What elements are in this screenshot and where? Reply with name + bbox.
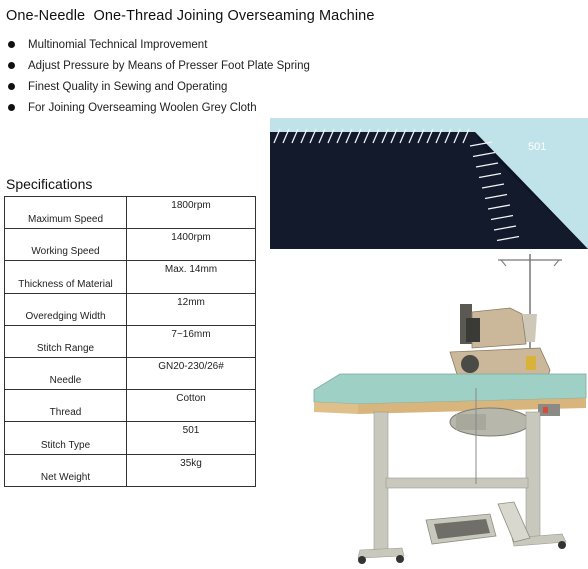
spec-label: Maximum Speed (5, 197, 127, 229)
sewing-machine-image (300, 252, 588, 569)
spec-value: 501 (127, 422, 256, 454)
specifications-heading: Specifications (6, 176, 93, 192)
table-row (5, 293, 256, 325)
spec-value: GN20-230/26# (127, 357, 256, 389)
feature-text: Multinomial Technical Improvement (28, 38, 208, 51)
switch-box (538, 404, 560, 416)
spec-value: Cotton (127, 390, 256, 422)
table-row (5, 390, 256, 422)
table-row (5, 422, 256, 454)
specifications-table (4, 196, 256, 487)
stand-leg-right (526, 412, 540, 540)
bullet-icon (8, 62, 15, 69)
table-row (5, 454, 256, 486)
stitch-type-label: 501 (528, 141, 547, 153)
spec-value: 1400rpm (127, 229, 256, 261)
spec-value: 12mm (127, 293, 256, 325)
spec-label: Overedging Width (5, 293, 127, 325)
feature-text: For Joining Overseaming Woolen Grey Cloth (28, 101, 257, 114)
stand-crossbar (386, 478, 528, 488)
spec-label: Working Speed (5, 229, 127, 261)
stitch-sample-image (270, 118, 588, 249)
spec-label: Stitch Range (5, 325, 127, 357)
feature-item (6, 55, 310, 76)
feature-list (6, 34, 310, 118)
spec-value: 1800rpm (127, 197, 256, 229)
feature-item (6, 97, 310, 118)
spec-value: 7~16mm (127, 325, 256, 357)
table-row (5, 229, 256, 261)
table-row (5, 325, 256, 357)
feature-text: Finest Quality in Sewing and Operating (28, 80, 228, 93)
bullet-icon (8, 83, 15, 90)
spec-value: 35kg (127, 454, 256, 486)
bullet-icon (8, 41, 15, 48)
knee-pedal (498, 502, 530, 542)
machine-head (472, 308, 526, 348)
spec-label: Thickness of Material (5, 261, 127, 293)
table-row (5, 261, 256, 293)
page-title: One-Needle One-Thread Joining Overseaming Machine (6, 8, 375, 24)
table-row (5, 197, 256, 229)
feature-text: Adjust Pressure by Means of Presser Foot Plate Spring (28, 59, 310, 72)
spec-label: Thread (5, 390, 127, 422)
spec-label: Stitch Type (5, 422, 127, 454)
spec-value: Max. 14mm (127, 261, 256, 293)
feature-item (6, 34, 310, 55)
spec-label: Needle (5, 357, 127, 389)
spec-label: Net Weight (5, 454, 127, 486)
feature-item (6, 76, 310, 97)
table-row (5, 357, 256, 389)
bullet-icon (8, 104, 15, 111)
